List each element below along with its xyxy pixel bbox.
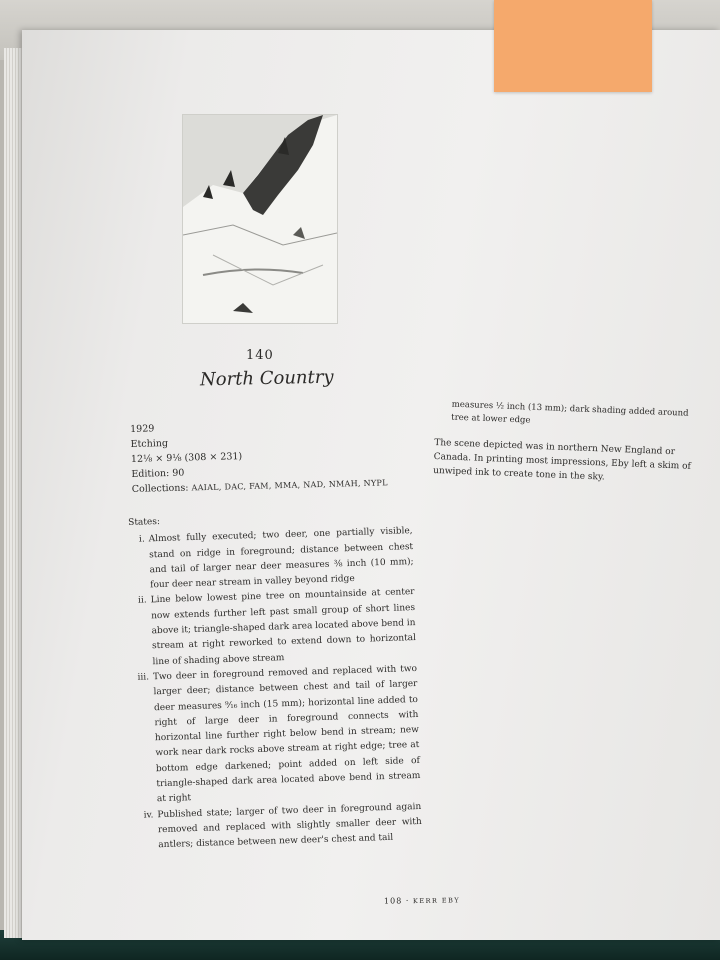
state-item <box>137 800 422 855</box>
state-number: i. <box>138 534 145 545</box>
collections-label: Collections: <box>131 482 189 495</box>
page-number: 108 <box>383 896 403 906</box>
print-edition: Edition: 90 <box>131 467 185 480</box>
state-item <box>133 662 421 809</box>
print-metadata <box>130 414 432 497</box>
book-page <box>22 30 720 940</box>
catalogue-number: 140 <box>246 348 274 363</box>
print-dimensions: 12⅛ × 9⅛ (308 × 231) <box>130 451 243 465</box>
print-medium: Etching <box>130 438 169 450</box>
collections-value: AAIAL, DAC, FAM, MMA, NAD, NMAH, NYPL <box>191 478 388 493</box>
page-footer <box>384 895 460 905</box>
running-head: KERR EBY <box>412 896 461 906</box>
state-continuation: measures ½ inch (13 mm); dark shading added around tree at lower edge <box>451 399 689 426</box>
etching-plate-image <box>182 114 338 324</box>
state-text: Published state; larger of two deer in foreground again removed and replaced with slightly smaller deer with antlers; distance between new deer's chest and tail <box>157 801 422 851</box>
description-paragraph: The scene depicted was in northern New England or Canada. In printing most impressions, Eby left a skim of unwiped ink to create tone in the sky. <box>433 437 692 483</box>
state-item <box>129 524 415 594</box>
states-heading: States: <box>128 517 161 528</box>
footer-separator: · <box>405 896 410 906</box>
state-number: iv. <box>143 809 154 821</box>
print-title: North Country <box>199 366 334 391</box>
state-item <box>130 586 416 671</box>
state-number: ii. <box>137 595 147 607</box>
state-text: Two deer in foreground removed and replaced with two larger deer; distance between chest and tail of larger deer measures ⁹⁄₁₆ inch (15 mm); horizontal line added to right of large deer in foreground connects with horizontal line further right below bend in stream; new work near dark rocks above stream at right edge; tree at bottom edge darkened; point added on left side of triangle-shaped dark area located above bend in stream at right <box>152 663 421 805</box>
right-column <box>433 398 702 488</box>
states-list <box>128 507 422 854</box>
sticky-note <box>494 0 652 92</box>
state-text: Almost fully executed; two deer, one partially visible, stand on ridge in foreground; distance between chest and tail of larger near deer measures ⅜ inch (10 mm); four deer near stream in valley beyond ridge <box>148 526 414 591</box>
print-date: 1929 <box>130 423 155 435</box>
state-number: iii. <box>137 672 150 683</box>
etching-illustration <box>183 115 337 323</box>
state-text: Line below lowest pine tree on mountainside at center now extends further left past small group of short lines above it; triangle-shaped dark area located above bend in stream at right reworked to extend down to horizontal line of shading above stream <box>150 587 417 667</box>
